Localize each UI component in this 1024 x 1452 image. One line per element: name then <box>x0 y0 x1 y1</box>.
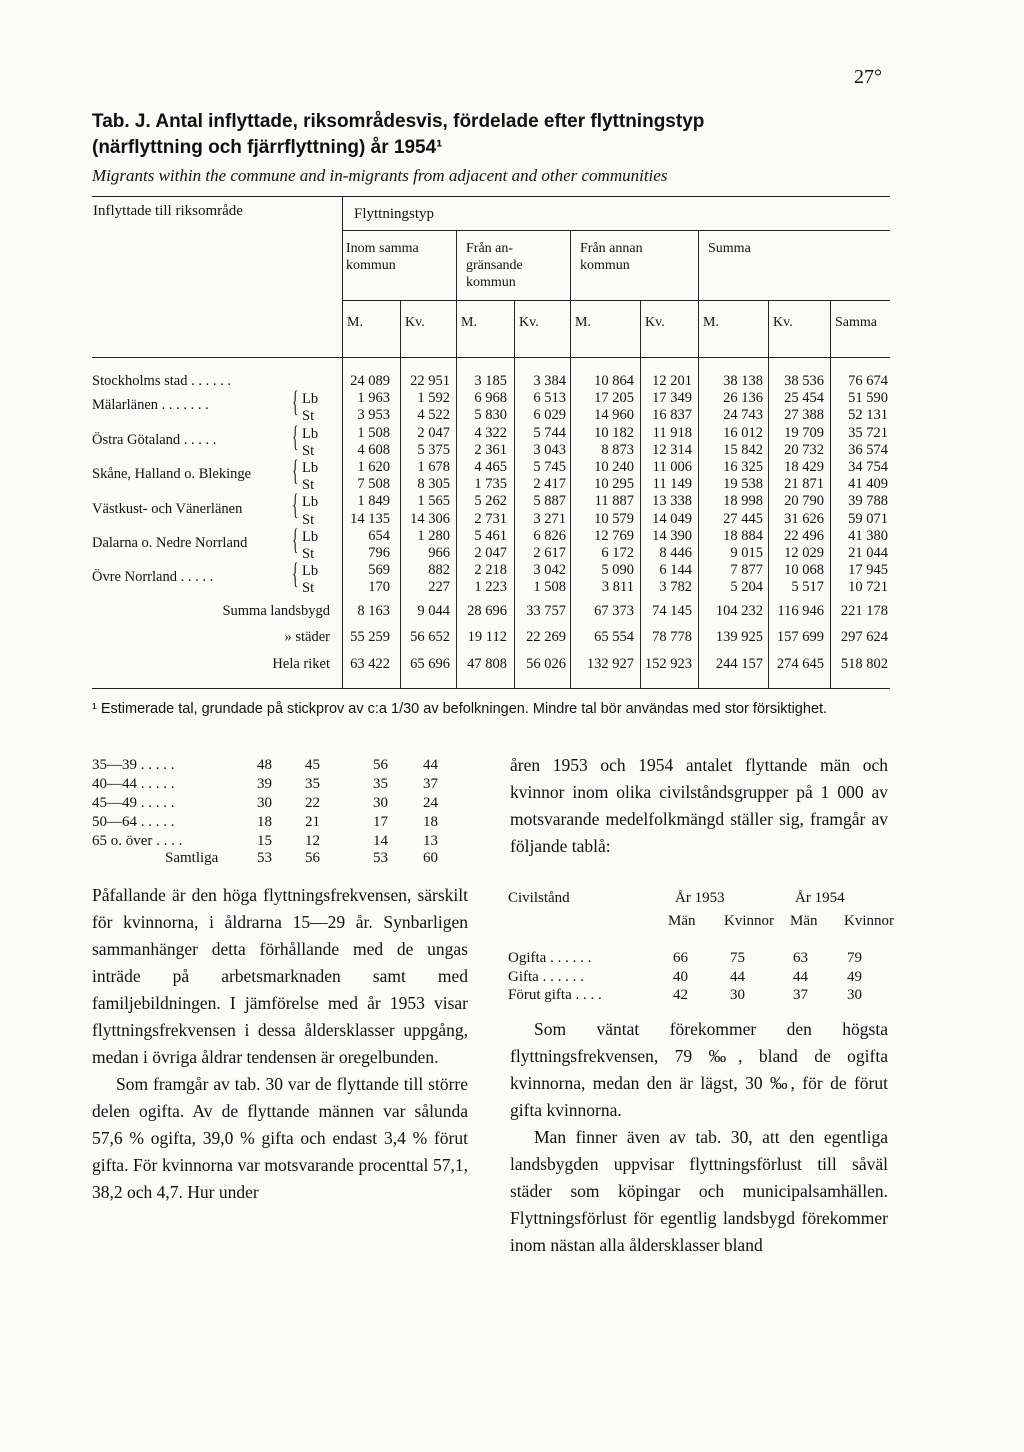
total-label: » städer <box>284 629 330 645</box>
age-cell: 56 <box>373 757 388 773</box>
table-cell: 36 574 <box>848 441 888 458</box>
right-text-bottom <box>510 1016 888 1259</box>
total-cell: 518 802 <box>840 656 888 672</box>
table-cell: 3 953 <box>357 407 390 424</box>
age-row-label: 35—39 . . . . . <box>92 757 175 773</box>
table-cell: 7 508 <box>357 476 390 493</box>
table-cell: 17 205 <box>594 390 634 407</box>
age-row-label: 40—44 . . . . . <box>92 776 175 792</box>
age-cell: 18 <box>423 814 438 830</box>
table-cell: 14 306 <box>410 510 450 527</box>
civil-cell: 42 <box>673 987 688 1003</box>
table-title-line1: Tab. J. Antal inflyttade, riksområdesvis, fördelade efter flyttningstyp <box>92 111 705 132</box>
col-group-inom: Inom samma kommun <box>346 241 419 273</box>
table-cell: 9 015 <box>730 545 763 561</box>
civil-cell: 66 <box>673 950 688 966</box>
civil-cell: 49 <box>847 968 862 985</box>
table-cell: 22 951 <box>410 373 450 389</box>
age-total-label: Samtliga <box>165 850 219 866</box>
age-row-label: 50—64 . . . . . <box>92 814 175 830</box>
total-cell: 132 927 <box>586 656 634 672</box>
table-cell: 3 271 <box>533 510 566 527</box>
age-cell: 14 <box>373 833 388 849</box>
table-cell: 11 006 <box>652 459 692 475</box>
table-cell: 14 390 <box>652 527 692 544</box>
region-label: Dalarna o. Nedre Norrland <box>92 535 248 551</box>
table-cell: 18 429 <box>784 459 824 475</box>
table-cell: 2 218 <box>474 562 507 579</box>
table-cell: 3 811 <box>601 579 634 596</box>
table-cell: 6 513 <box>533 390 566 407</box>
row-tag: Lb <box>302 563 319 580</box>
table-cell: 6 172 <box>601 545 634 561</box>
civil-row-label: Ogifta . . . . . . <box>508 950 592 966</box>
total-cell: 33 757 <box>526 603 566 619</box>
table-cell: 10 295 <box>594 476 634 493</box>
row-tag: St <box>302 546 315 562</box>
table-cell: 796 <box>368 545 390 561</box>
row-tag: Lb <box>302 528 319 545</box>
region-label: Skåne, Halland o. Blekinge <box>92 466 252 483</box>
table-cell: 5 461 <box>474 527 507 544</box>
group-header: Flyttningstyp <box>354 206 435 222</box>
civil-subheader: Män <box>790 913 818 929</box>
age-cell: 45 <box>305 757 320 773</box>
table-cell: 14 049 <box>652 510 692 527</box>
age-cell: 13 <box>423 833 438 849</box>
year-1953: År 1953 <box>675 890 725 906</box>
right-paragraph-1: åren 1953 och 1954 antalet flyttande män och kvinnor inom olika civilståndsgrupper på 1 000 av motsvarande medelfolkmängd ställer sig, framgår av följande tablå: <box>510 755 888 856</box>
table-cell: 5 517 <box>791 579 824 596</box>
header-bottom-rule <box>92 357 890 358</box>
left-text <box>92 882 468 1206</box>
footnote: ¹ Estimerade tal, grundade på stickprov av c:a 1/30 av befolkningen. Mindre tal bör användas med stor försiktighet. <box>92 701 828 717</box>
age-cell: 21 <box>305 814 320 830</box>
total-cell: 65 554 <box>594 629 634 645</box>
total-cell: 78 778 <box>652 629 692 645</box>
table-cell: 21 044 <box>848 545 888 561</box>
age-total-cell: 53 <box>257 850 272 866</box>
table-cell: 1 592 <box>417 390 450 407</box>
civil-cell: 75 <box>730 950 745 966</box>
table-cell: 7 877 <box>730 562 763 579</box>
subcol-header: Kv. <box>519 315 539 330</box>
year-1954: År 1954 <box>795 890 845 906</box>
subcol-header: Samma <box>835 315 877 330</box>
age-row-label: 65 o. över . . . . <box>92 833 183 849</box>
region-label: Stockholms stad . . . . . . <box>92 373 231 389</box>
civil-cell: 44 <box>793 968 808 985</box>
table-cell: 8 305 <box>417 476 450 493</box>
brace-icon: { <box>292 385 299 419</box>
table-cell: 882 <box>428 562 450 579</box>
table-cell: 20 790 <box>784 493 824 510</box>
table-cell: 6 029 <box>533 407 566 424</box>
table-cell: 6 144 <box>659 562 692 579</box>
total-cell: 116 946 <box>777 603 824 619</box>
table-top-rule <box>92 196 890 197</box>
table-cell: 2 047 <box>417 424 450 441</box>
table-cell: 3 043 <box>533 441 566 458</box>
table-cell: 17 945 <box>848 562 888 579</box>
table-cell: 24 089 <box>350 373 390 389</box>
table-cell: 22 496 <box>784 527 824 544</box>
table-cell: 19 538 <box>723 476 763 493</box>
total-cell: 28 696 <box>467 603 507 619</box>
table-title-line2: (närflyttning och fjärrflyttning) år 1954¹ <box>92 137 443 158</box>
total-cell: 297 624 <box>840 629 888 645</box>
row-tag: Lb <box>302 494 319 511</box>
subheader-rule <box>342 300 890 301</box>
region-label: Västkust- och Vänerlänen <box>92 500 243 517</box>
age-cell: 24 <box>423 795 438 811</box>
table-cell: 1 678 <box>417 459 450 475</box>
table-cell: 51 590 <box>848 390 888 407</box>
age-cell: 39 <box>257 776 272 792</box>
table-cell: 12 029 <box>784 545 824 561</box>
table-cell: 34 754 <box>848 459 888 475</box>
age-row-label: 45—49 . . . . . <box>92 795 175 811</box>
table-cell: 227 <box>428 579 450 596</box>
table-cell: 4 608 <box>357 441 390 458</box>
total-cell: 8 163 <box>357 603 390 619</box>
table-cell: 1 849 <box>357 493 390 510</box>
table-cell: 2 417 <box>533 476 566 493</box>
total-label: Hela riket <box>272 656 330 672</box>
age-cell: 44 <box>423 757 438 773</box>
age-cell: 37 <box>423 776 438 792</box>
table-cell: 2 361 <box>474 441 507 458</box>
row-tag: Lb <box>302 460 319 476</box>
right-paragraph-2: Som väntat förekommer den högsta flyttningsfrekvensen, 79 ‰, bland de ogifta kvinnorna, medan den är lägst, 30 ‰, för de förut gifta kvinnorna. <box>510 1019 888 1120</box>
civil-cell: 37 <box>793 987 808 1003</box>
total-cell: 22 269 <box>526 629 566 645</box>
table-cell: 6 826 <box>533 527 566 544</box>
table-bottom-rule <box>92 688 890 689</box>
table-cell: 11 149 <box>652 476 692 493</box>
brace-icon: { <box>292 454 299 487</box>
civil-row-label: Förut gifta . . . . <box>508 987 602 1003</box>
table-cell: 17 349 <box>652 390 692 407</box>
table-cell: 39 788 <box>848 493 888 510</box>
civil-header: Civilstånd <box>508 890 570 906</box>
table-cell: 8 873 <box>601 441 634 458</box>
table-cell: 14 960 <box>594 407 634 424</box>
total-cell: 47 808 <box>467 656 507 672</box>
total-cell: 74 145 <box>652 603 692 619</box>
table-cell: 4 465 <box>474 459 507 475</box>
civil-cell: 63 <box>793 950 808 966</box>
table-cell: 5 204 <box>730 579 763 596</box>
civil-cell: 30 <box>730 987 745 1003</box>
table-cell: 18 998 <box>723 493 763 510</box>
table-cell: 20 732 <box>784 441 824 458</box>
table-cell: 2 047 <box>474 545 507 561</box>
right-paragraph-3: Man finner även av tab. 30, att den egentliga landsbygden uppvisar flyttningsförlust till såväl städer som köpingar och municipalsamhällen. Flyttningsförlust för egentlig landsbygd förekommer inom nästan alla åldersklasser bland <box>510 1127 888 1255</box>
total-cell: 274 645 <box>776 656 824 672</box>
table-cell: 59 071 <box>848 510 888 527</box>
age-cell: 22 <box>305 795 320 811</box>
table-cell: 35 721 <box>848 424 888 441</box>
table-cell: 10 579 <box>594 510 634 527</box>
left-paragraph-1: Påfallande är den höga flyttningsfrekvensen, särskilt för kvinnorna, i åldrarna 15—29 år. Synbarligen sammanhänger detta förhållande med de ungas inträde på arbetsmarknaden samt med familjebildningen. I jämförelse med år 1953 visar flyttningsfrekvensen i dessa åldersklasser uppgång, medan i övriga åldrar tendensen är oregelbunden. <box>92 885 468 1067</box>
total-cell: 19 112 <box>467 629 507 645</box>
row-tag: Lb <box>302 391 319 408</box>
table-cell: 12 314 <box>652 441 692 458</box>
age-cell: 35 <box>373 776 388 792</box>
table-cell: 31 626 <box>784 510 824 527</box>
table-cell: 2 617 <box>533 545 566 561</box>
total-cell: 56 026 <box>526 656 566 672</box>
total-cell: 9 044 <box>417 603 450 619</box>
table-cell: 19 709 <box>784 424 824 441</box>
table-cell: 3 185 <box>474 373 507 389</box>
table-cell: 27 388 <box>784 407 824 424</box>
total-label: Summa landsbygd <box>222 603 330 619</box>
table-cell: 1 508 <box>533 579 566 596</box>
table-cell: 11 887 <box>594 493 634 510</box>
table-cell: 170 <box>368 579 390 596</box>
right-text-top <box>510 752 888 860</box>
total-cell: 55 259 <box>350 629 390 645</box>
row-tag: St <box>302 511 315 528</box>
brace-icon: { <box>292 419 299 453</box>
subcol-header: M. <box>461 315 477 330</box>
table-cell: 1 735 <box>474 476 507 493</box>
age-cell: 17 <box>373 814 388 830</box>
table-cell: 16 325 <box>723 459 763 475</box>
age-cell: 15 <box>257 833 272 849</box>
table-cell: 1 565 <box>417 493 450 510</box>
table-cell: 10 182 <box>594 424 634 441</box>
table-cell: 5 262 <box>474 493 507 510</box>
table-cell: 1 280 <box>417 527 450 544</box>
col-group-annan: Från annan kommun <box>580 241 643 273</box>
table-cell: 1 620 <box>357 459 390 475</box>
age-cell: 35 <box>305 776 320 792</box>
civil-row-label: Gifta . . . . . . <box>508 968 584 985</box>
region-label: Östra Götaland . . . . . <box>92 431 217 448</box>
civil-subheader: Kvinnor <box>844 913 894 929</box>
left-paragraph-2: Som framgår av tab. 30 var de flyttande till större delen ogifta. Av de flyttande männen var sålunda 57,6 % ogifta, 39,0 % gifta och endast 3,4 % förut gifta. För kvinnorna var motsvarande procenttal 57,1, 38,2 och 4,7. Hur under <box>92 1074 468 1202</box>
row-tag: St <box>302 442 315 459</box>
region-label: Övre Norrland . . . . . <box>92 569 214 586</box>
total-cell: 139 925 <box>715 629 763 645</box>
table-cell: 38 536 <box>784 373 824 389</box>
table-cell: 27 445 <box>723 510 763 527</box>
table-cell: 76 674 <box>848 373 888 389</box>
subcol-header: M. <box>703 315 719 330</box>
total-cell: 63 422 <box>350 656 390 672</box>
table-cell: 569 <box>368 562 390 579</box>
age-cell: 48 <box>257 757 272 773</box>
civil-subheader: Kvinnor <box>724 913 774 929</box>
row-tag: St <box>302 408 315 425</box>
table-cell: 4 322 <box>474 424 507 441</box>
table-cell: 12 769 <box>594 527 634 544</box>
col-group-angransande: Från an- gränsande kommun <box>466 241 523 290</box>
table-cell: 5 745 <box>533 459 566 475</box>
table-cell: 5 375 <box>417 441 450 458</box>
table-cell: 1 223 <box>474 579 507 596</box>
table-cell: 3 384 <box>533 373 566 389</box>
table-cell: 8 446 <box>659 545 692 561</box>
row-tag: Lb <box>302 425 319 442</box>
table-cell: 26 136 <box>723 390 763 407</box>
table-cell: 10 721 <box>848 579 888 596</box>
civil-subheader: Män <box>668 913 696 929</box>
group-rule <box>342 230 890 231</box>
table-cell: 1 963 <box>357 390 390 407</box>
row-tag: St <box>302 580 315 597</box>
civil-cell: 40 <box>673 968 688 985</box>
table-cell: 41 380 <box>848 527 888 544</box>
subcol-header: Kv. <box>773 315 793 330</box>
table-cell: 5 744 <box>533 424 566 441</box>
civil-cell: 30 <box>847 987 862 1003</box>
region-label: Mälarlänen . . . . . . . <box>92 397 209 414</box>
total-cell: 244 157 <box>715 656 763 672</box>
age-cell: 18 <box>257 814 272 830</box>
table-cell: 10 864 <box>594 373 634 389</box>
table-cell: 3 042 <box>533 562 566 579</box>
subcol-header: M. <box>575 315 591 330</box>
table-cell: 6 968 <box>474 390 507 407</box>
table-cell: 654 <box>368 527 390 544</box>
table-cell: 5 090 <box>601 562 634 579</box>
table-subtitle: Migrants within the commune and in-migrants from adjacent and other communities <box>92 166 668 185</box>
table-cell: 41 409 <box>848 476 888 493</box>
table-cell: 1 508 <box>357 424 390 441</box>
subcol-header: M. <box>347 315 363 330</box>
table-cell: 966 <box>428 545 450 561</box>
total-cell: 65 696 <box>410 656 450 672</box>
brace-icon: { <box>292 557 299 591</box>
total-cell: 104 232 <box>715 603 763 619</box>
subcol-header: Kv. <box>645 315 665 330</box>
table-cell: 12 201 <box>652 373 692 389</box>
table-cell: 16 012 <box>723 424 763 441</box>
table-cell: 52 131 <box>848 407 888 424</box>
row-header: Inflyttade till riksområde <box>93 203 243 219</box>
table-cell: 4 522 <box>417 407 450 424</box>
table-cell: 10 240 <box>594 459 634 475</box>
table-cell: 5 887 <box>533 493 566 510</box>
table-cell: 13 338 <box>652 493 692 510</box>
table-cell: 11 918 <box>652 424 692 441</box>
total-cell: 56 652 <box>410 629 450 645</box>
table-cell: 3 782 <box>659 579 692 596</box>
page-number: 27° <box>854 66 882 88</box>
subcol-header: Kv. <box>405 315 425 330</box>
age-total-cell: 53 <box>373 850 388 866</box>
table-cell: 5 830 <box>474 407 507 424</box>
table-cell: 18 884 <box>723 527 763 544</box>
table-cell: 25 454 <box>784 390 824 407</box>
table-cell: 10 068 <box>784 562 824 579</box>
table-cell: 14 135 <box>350 510 390 527</box>
total-cell: 221 178 <box>840 603 888 619</box>
age-total-cell: 60 <box>423 850 438 866</box>
row-tag: St <box>302 477 315 494</box>
col-group-summa: Summa <box>708 241 751 256</box>
civil-cell: 79 <box>847 950 862 966</box>
age-cell: 12 <box>305 833 320 849</box>
total-cell: 67 373 <box>594 603 634 619</box>
brace-icon: { <box>292 488 299 522</box>
brace-icon: { <box>292 522 299 556</box>
table-cell: 38 138 <box>723 373 763 389</box>
age-cell: 30 <box>373 795 388 811</box>
table-cell: 2 731 <box>474 510 507 527</box>
age-cell: 30 <box>257 795 272 811</box>
total-cell: 157 699 <box>776 629 824 645</box>
table-cell: 21 871 <box>784 476 824 493</box>
age-total-cell: 56 <box>305 850 320 866</box>
civil-cell: 44 <box>730 968 745 985</box>
table-cell: 16 837 <box>652 407 692 424</box>
table-cell: 15 842 <box>723 441 763 458</box>
table-cell: 24 743 <box>723 407 763 424</box>
total-cell: 152 923 <box>644 656 692 672</box>
